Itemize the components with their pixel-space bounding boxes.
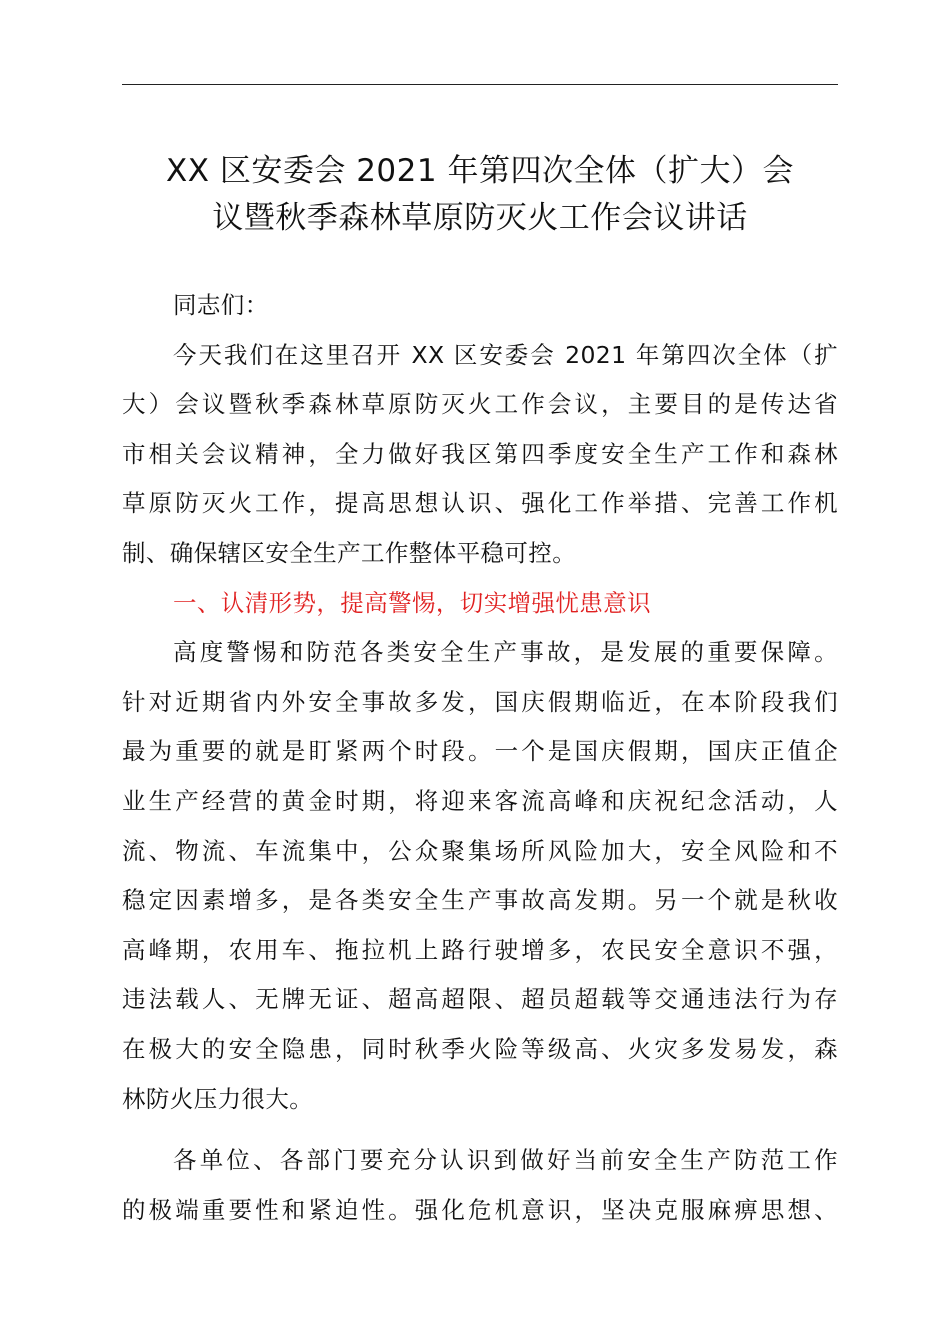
paragraph-line: 草原防灭火工作，提高思想认识、强化工作举措、完善工作机 — [122, 489, 838, 518]
paragraph-line: 林防火压力很大。 — [122, 1084, 314, 1113]
paragraph-line: 的极端重要性和紧迫性。强化危机意识，坚决克服麻痹思想、 — [122, 1195, 838, 1224]
paragraph-line: 最为重要的就是盯紧两个时段。一个是国庆假期，国庆正值企 — [122, 737, 838, 766]
document-title — [110, 148, 850, 242]
paragraph-line: 稳定因素增多，是各类安全生产事故高发期。另一个就是秋收 — [122, 886, 838, 915]
paragraph-line: 针对近期省内外安全事故多发，国庆假期临近，在本阶段我们 — [122, 687, 838, 716]
paragraph-line: 各单位、各部门要充分认识到做好当前安全生产防范工作 — [173, 1146, 838, 1175]
paragraph-line: 业生产经营的黄金时期，将迎来客流高峰和庆祝纪念活动，人 — [122, 786, 838, 815]
paragraph-line: 高峰期，农用车、拖拉机上路行驶增多，农民安全意识不强， — [122, 935, 838, 964]
document-body — [122, 281, 838, 1235]
intro-paragraph — [122, 331, 838, 579]
section-heading — [122, 579, 838, 629]
salutation-text: 同志们： — [173, 291, 269, 319]
paragraph-line: 大）会议暨秋季森林草原防灭火工作会议，主要目的是传达省 — [122, 390, 838, 419]
body-paragraph — [122, 1136, 838, 1235]
paragraph-line: 市相关会议精神，全力做好我区第四季度安全生产工作和森林 — [122, 439, 838, 468]
paragraph-line: 在极大的安全隐患，同时秋季火险等级高、火灾多发易发，森 — [122, 1034, 838, 1063]
paragraph-gap — [122, 1124, 838, 1136]
paragraph-line: 制、确保辖区安全生产工作整体平稳可控。 — [122, 538, 577, 567]
salutation — [122, 281, 838, 331]
header-rule — [122, 84, 838, 85]
paragraph-line: 今天我们在这里召开 XX 区安委会 2021 年第四次全体（扩 — [173, 340, 838, 369]
paragraph-line: 违法载人、无牌无证、超高超限、超员超载等交通违法行为存 — [122, 985, 838, 1014]
title-line: XX 区安委会 2021 年第四次全体（扩大）会 — [166, 153, 794, 189]
section-heading-text: 一、认清形势，提高警惕，切实增强忧患意识 — [173, 588, 651, 617]
paragraph-line: 流、物流、车流集中，公众聚集场所风险加大，安全风险和不 — [122, 836, 838, 865]
body-paragraph — [122, 628, 838, 1124]
paragraph-line: 高度警惕和防范各类安全生产事故，是发展的重要保障。 — [173, 638, 838, 667]
title-line: 议暨秋季森林草原防灭火工作会议讲话 — [212, 200, 748, 236]
